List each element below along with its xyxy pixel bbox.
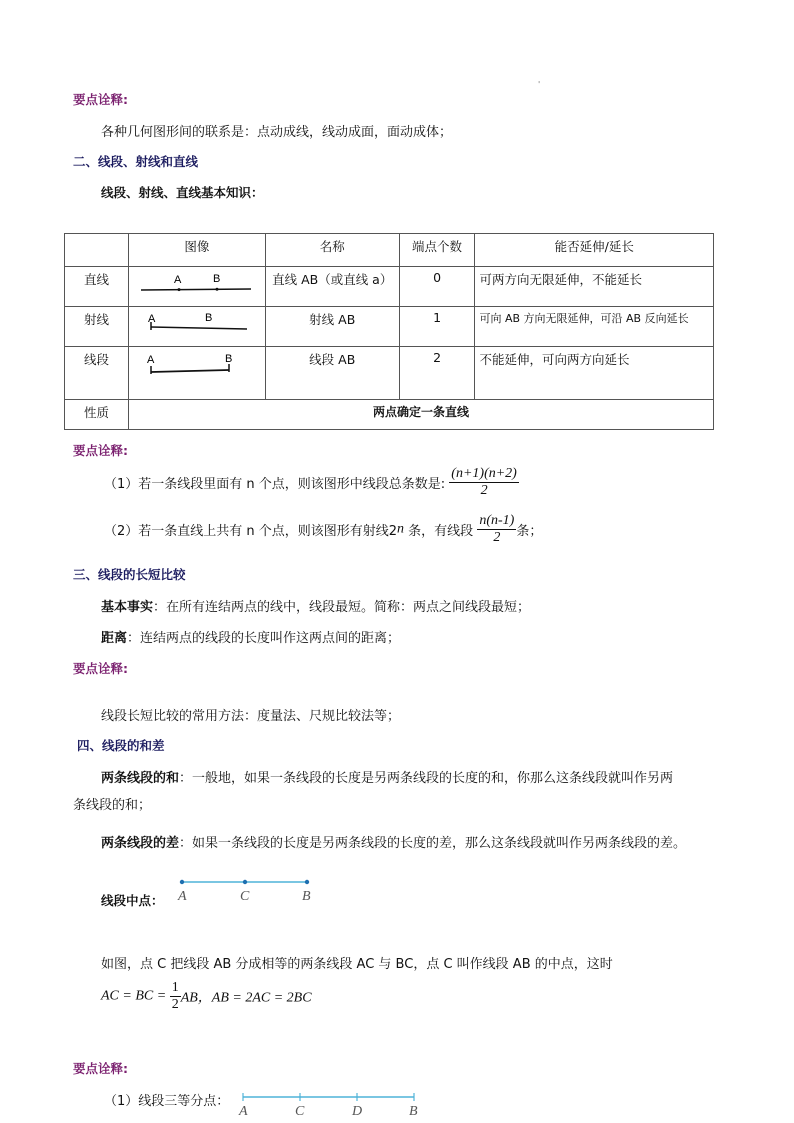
sum-def-line2: 条线段的和； — [73, 798, 152, 813]
distance-text: ：连结两点的线段的长度叫作这两点间的距离； — [127, 631, 401, 646]
notes-heading: 要点诠释: — [73, 661, 128, 676]
row-name: 线段 AB — [265, 347, 399, 400]
ray-figure — [128, 307, 265, 347]
trisect-label-c: C — [295, 1104, 305, 1119]
distance-def — [101, 627, 400, 646]
row-name: 射线 AB — [265, 307, 399, 347]
midpoint-formula — [101, 980, 312, 1013]
basic-fact-text: ：在所有连结两点的线中，线段最短。简称：两点之间线段最短； — [153, 600, 531, 615]
distance-label: 距离 — [101, 631, 128, 646]
section4-title: 四、线段的和差 — [77, 738, 165, 753]
table-row — [65, 347, 714, 400]
table-header-cell: 图像 — [128, 234, 265, 267]
fraction-numerator: n(n-1) — [479, 513, 515, 528]
notes-heading: 要点诠释: — [73, 1061, 128, 1076]
diff-label: 两条线段的差 — [101, 836, 180, 851]
table-header-row — [65, 234, 714, 267]
segment-figure — [128, 347, 265, 400]
basic-fact — [101, 596, 530, 615]
intro-text: 各种几何图形间的联系是：点动成线，线动成面，面动成体； — [101, 125, 453, 140]
row-endpoints: 1 — [399, 307, 475, 347]
row-name: 直线 AB（或直线 a） — [265, 267, 399, 307]
note-2-fraction — [477, 513, 516, 546]
point-b-label: B — [204, 312, 213, 324]
point-b-label: B — [212, 273, 221, 285]
sum-def-line1 — [101, 767, 673, 786]
row-extend: 不能延伸，可向两方向延长 — [475, 347, 714, 400]
row-label: 线段 — [65, 347, 129, 400]
note-2 — [104, 513, 542, 546]
table-header-cell — [65, 234, 129, 267]
point-a-label: A — [173, 274, 182, 286]
trisect-label-b: B — [409, 1104, 418, 1119]
fraction-denominator: 2 — [480, 483, 488, 498]
line-figure — [128, 267, 265, 307]
trisect-label-d: D — [352, 1104, 363, 1119]
segment-diagram — [137, 350, 257, 380]
basic-fact-label: 基本事实 — [101, 600, 154, 615]
table-row — [65, 307, 714, 347]
fraction-numerator: (n+1)(n+2) — [451, 466, 517, 481]
note-1 — [104, 466, 519, 499]
fraction-denominator: 2 — [171, 997, 179, 1012]
sum-text: ：一般地，如果一条线段的长度是另两条线段的长度的和，你那么这条线段就叫作另两 — [179, 771, 674, 786]
row-endpoints: 0 — [399, 267, 475, 307]
formula-right: AB，AB = 2AC = 2BC — [180, 990, 312, 1006]
point-a-label: A — [146, 354, 155, 366]
midpoint-label: 线段中点： — [101, 893, 164, 908]
formula-fraction — [170, 980, 181, 1013]
sum-label: 两条线段的和 — [101, 771, 180, 786]
midpoint-label-b: B — [302, 889, 311, 904]
trisect-label: （1）线段三等分点： — [104, 1094, 230, 1109]
note-2-n: n — [397, 521, 405, 537]
diff-text: ：如果一条线段的长度是另两条线段的长度的差，那么这条线段就叫作另两条线段的差。 — [179, 836, 687, 851]
note-1-text: （1）若一条线段里面有 n 个点，则该图形中线段总条数是: — [104, 477, 446, 492]
knowledge-table — [64, 233, 714, 430]
point-b-label: B — [224, 353, 233, 365]
midpoint-label-c: C — [240, 889, 250, 904]
notes-heading: 要点诠释: — [73, 443, 128, 458]
row-label: 直线 — [65, 267, 129, 307]
section3-title: 三、线段的长短比较 — [73, 567, 186, 582]
table-header-cell: 能否延伸/延长 — [475, 234, 714, 267]
formula-left: AC = BC = — [101, 988, 170, 1004]
midpoint-description: 如图，点 C 把线段 AB 分成相等的两条线段 AC 与 BC，点 C 叫作线段 AB 的中点，这时 — [101, 957, 613, 972]
note-1-fraction — [449, 466, 519, 499]
diff-def — [101, 832, 686, 851]
note-2-middle: 条，有线段 — [404, 524, 474, 539]
fraction-denominator: 2 — [493, 530, 501, 545]
ray-diagram — [137, 310, 257, 340]
midpoint-label-a: A — [178, 889, 187, 904]
midpoint-diagram — [170, 872, 320, 908]
trisect-label-a: A — [239, 1104, 248, 1119]
section2-subtitle: 线段、射线、直线基本知识： — [101, 185, 264, 200]
tick-mark: ' — [538, 80, 541, 89]
fraction-numerator: 1 — [171, 980, 179, 995]
trisect-diagram — [235, 1089, 425, 1123]
property-text: 两点确定一条直线 — [128, 400, 713, 430]
section2-title: 二、线段、射线和直线 — [73, 154, 199, 169]
point-a-label: A — [147, 313, 156, 325]
row-extend: 可两方向无限延伸，不能延长 — [475, 267, 714, 307]
table-row — [65, 267, 714, 307]
row-extend: 可向 AB 方向无限延伸，可沿 AB 反向延长 — [475, 307, 714, 347]
table-header-cell: 端点个数 — [399, 234, 475, 267]
row-label: 射线 — [65, 307, 129, 347]
property-label: 性质 — [65, 400, 129, 430]
compare-methods: 线段长短比较的常用方法：度量法、尺规比较法等； — [101, 709, 401, 724]
table-property-row — [65, 400, 714, 430]
table-header-cell: 名称 — [265, 234, 399, 267]
notes-heading: 要点诠释: — [73, 92, 128, 107]
note-2-text: （2）若一条直线上共有 n 个点，则该图形有射线2 — [104, 524, 398, 539]
line-diagram — [137, 270, 257, 300]
row-endpoints: 2 — [399, 347, 475, 400]
note-2-suffix: 条； — [516, 524, 543, 539]
